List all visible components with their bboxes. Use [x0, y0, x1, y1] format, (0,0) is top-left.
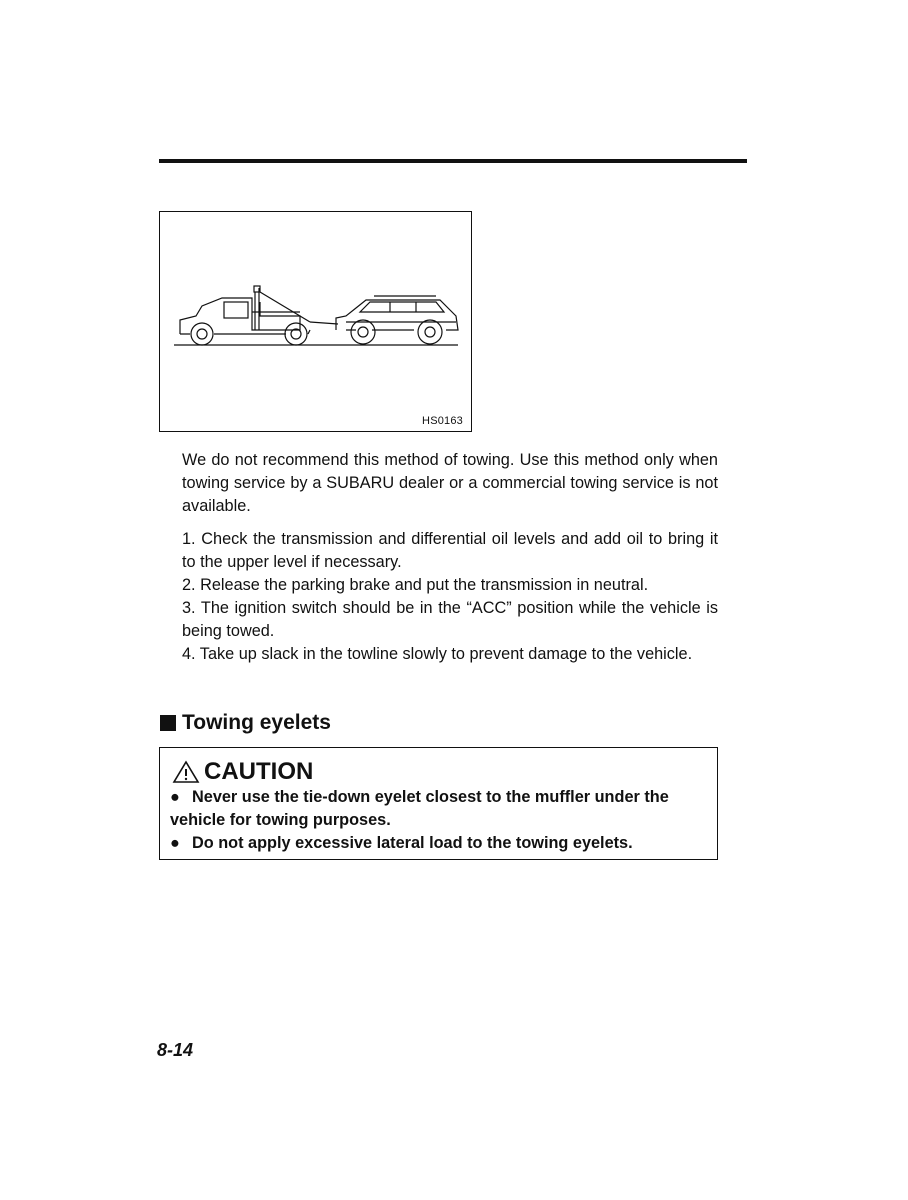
- towing-figure: [159, 211, 472, 432]
- caution-item: [170, 832, 710, 855]
- caution-box: [159, 747, 718, 860]
- bullet-icon: ●: [170, 834, 180, 852]
- tow-truck-illustration: [160, 212, 473, 433]
- square-bullet-icon: [160, 715, 176, 731]
- page-number: 8-14: [157, 1040, 194, 1060]
- steps-list: [182, 528, 718, 666]
- intro-paragraph: We do not recommend this method of towing. Use this method only when towing service by a SUBARU dealer or a commercial towing service is not available.: [182, 451, 718, 515]
- caution-header: [172, 758, 313, 786]
- top-rule: [159, 159, 747, 163]
- caution-item-text: Never use the tie-down eyelet closest to the muffler under the vehicle for towing purposes.: [170, 788, 669, 829]
- caution-item: [170, 786, 710, 832]
- step-item: 3. The ignition switch should be in the “ACC” position while the vehicle is being towed.: [182, 599, 718, 640]
- section-title: Towing eyelets: [182, 711, 331, 734]
- caution-title: CAUTION: [204, 758, 314, 785]
- step-item: 4. Take up slack in the towline slowly to prevent damage to the vehicle.: [182, 645, 693, 663]
- caution-list: [170, 786, 710, 855]
- step-item: 1. Check the transmission and differential oil levels and add oil to bring it to the upper level if necessary.: [182, 530, 718, 571]
- bullet-icon: ●: [170, 788, 180, 806]
- warning-triangle-icon: [172, 760, 200, 784]
- figure-code: HS0163: [422, 415, 463, 427]
- caution-item-text: Do not apply excessive lateral load to the towing eyelets.: [192, 834, 633, 852]
- section-heading: [160, 711, 331, 735]
- step-item: 2. Release the parking brake and put the transmission in neutral.: [182, 576, 649, 594]
